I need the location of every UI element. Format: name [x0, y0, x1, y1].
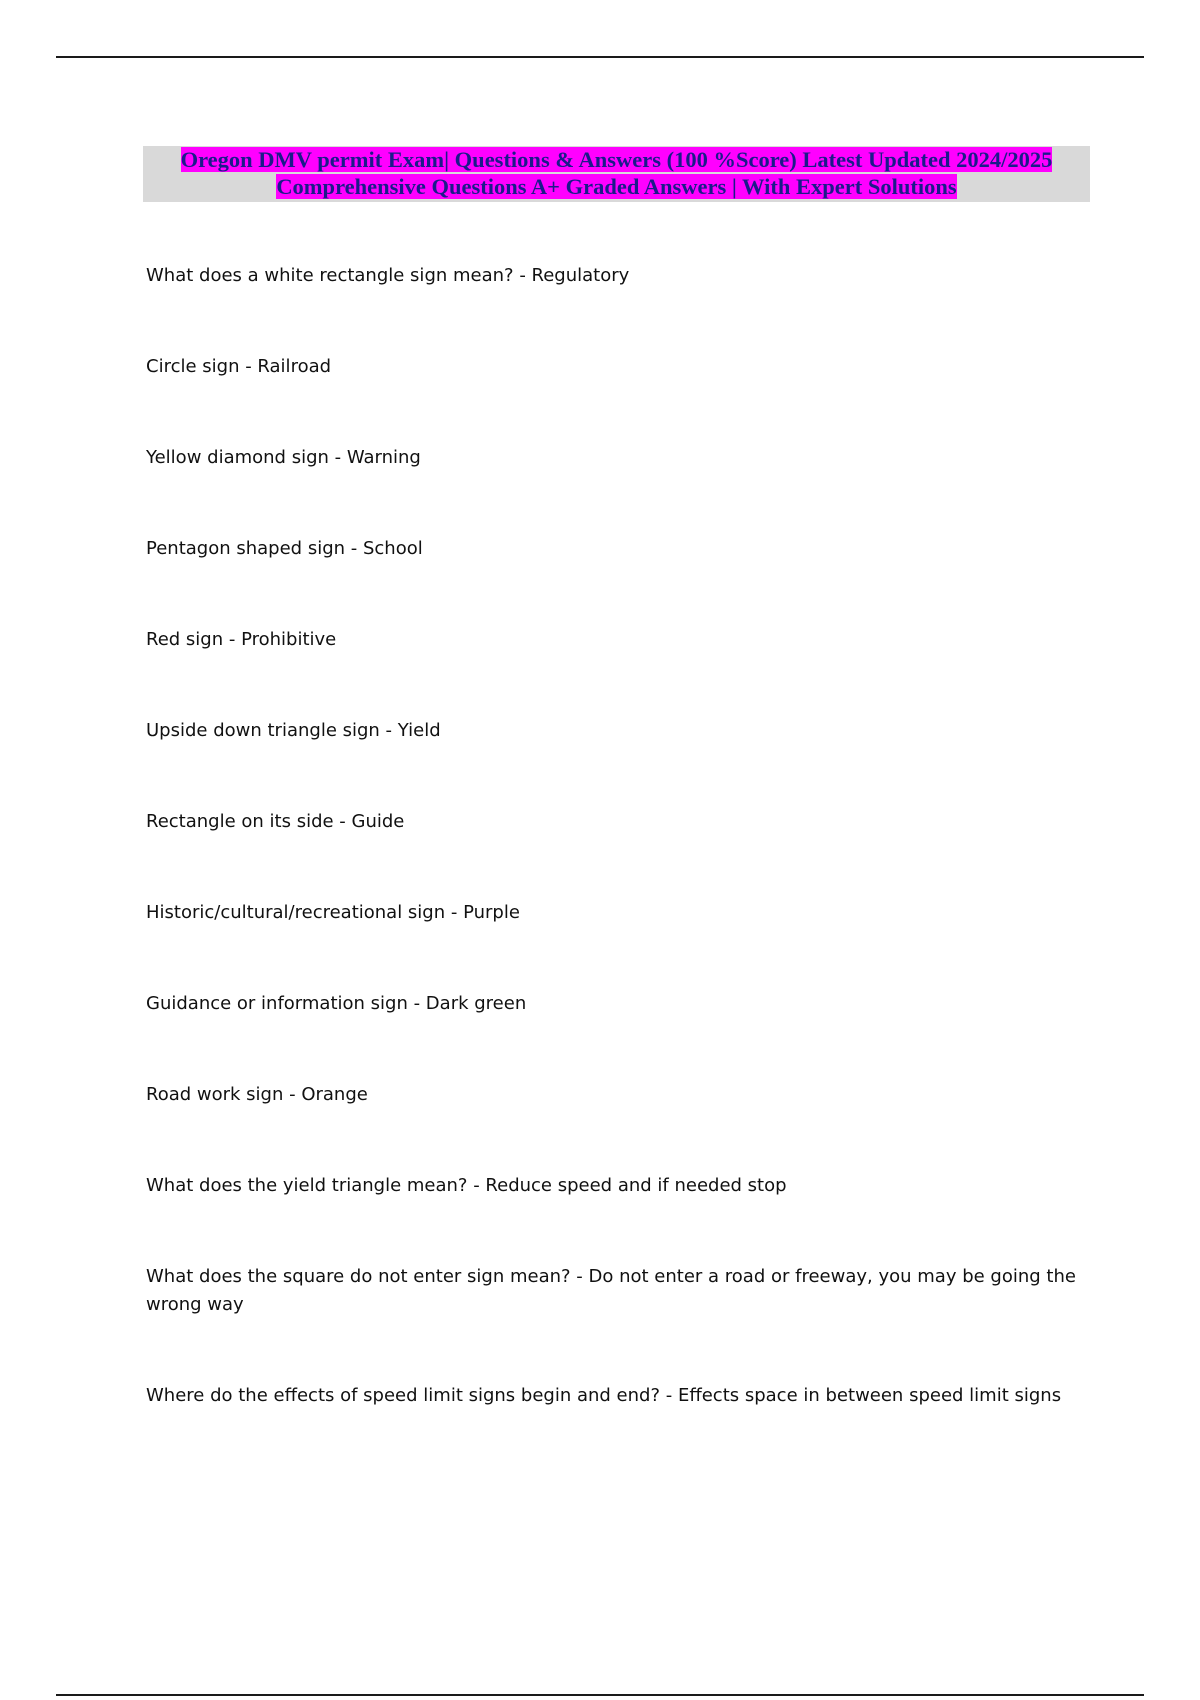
- qa-item: Circle sign - Railroad: [146, 356, 332, 377]
- qa-item: Historic/cultural/recreational sign - Purple: [146, 902, 520, 923]
- qa-item: What does a white rectangle sign mean? - Regulatory: [146, 265, 630, 286]
- top-divider: [56, 56, 1144, 58]
- qa-item: Pentagon shaped sign - School: [146, 538, 423, 559]
- bottom-divider: [56, 1694, 1144, 1696]
- qa-item: Rectangle on its side - Guide: [146, 811, 405, 832]
- qa-item: Road work sign - Orange: [146, 1084, 368, 1105]
- qa-item: What does the yield triangle mean? - Reduce speed and if needed stop: [146, 1175, 787, 1196]
- title-line-1: [143, 146, 1090, 173]
- qa-item: Guidance or information sign - Dark green: [146, 993, 527, 1014]
- qa-item: Yellow diamond sign - Warning: [146, 447, 421, 468]
- qa-item: What does the square do not enter sign mean? - Do not enter a road or freeway, you may be going the wrong way: [146, 1266, 1076, 1315]
- title-line-1-text: Oregon DMV permit Exam| Questions & Answers (100 %Score) Latest Updated 2024/2025: [180, 147, 1053, 172]
- title-line-2: [143, 173, 1090, 200]
- qa-item: Upside down triangle sign - Yield: [146, 720, 441, 741]
- qa-item: Red sign - Prohibitive: [146, 629, 337, 650]
- qa-item: Where do the effects of speed limit signs begin and end? - Effects space in between speed limit signs: [146, 1385, 1062, 1406]
- title-line-2-text: Comprehensive Questions A+ Graded Answers | With Expert Solutions: [276, 174, 957, 199]
- document-title: [143, 146, 1090, 202]
